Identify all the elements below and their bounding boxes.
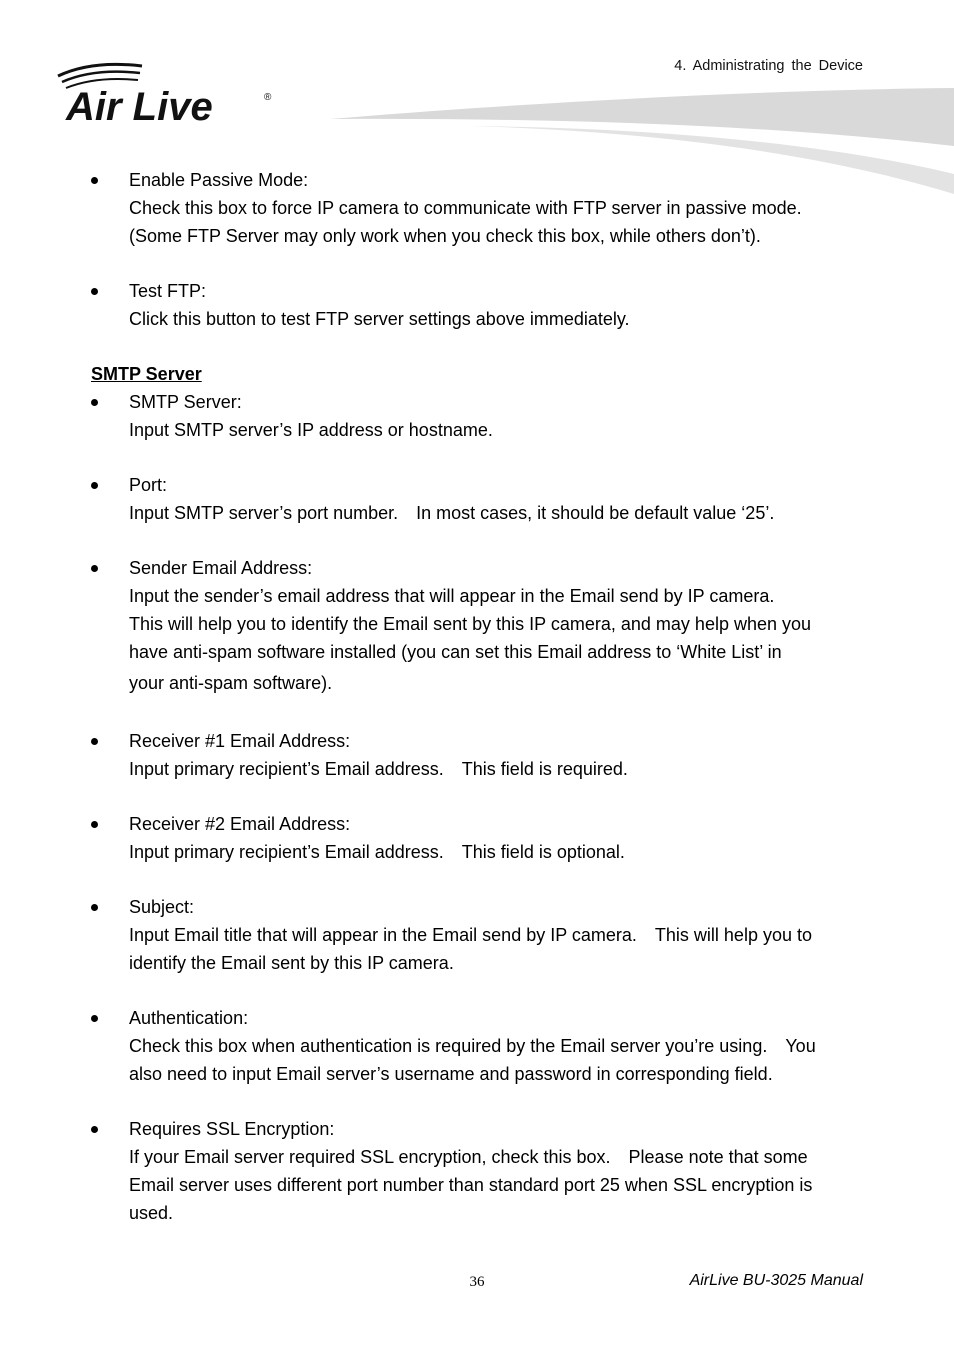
- term: Subject:: [129, 897, 195, 917]
- bullet-icon: [91, 738, 98, 745]
- bullet-icon: [91, 904, 98, 911]
- logo-text: Air Live: [66, 85, 213, 128]
- term: Test FTP:: [129, 281, 207, 301]
- bullet-icon: [91, 565, 98, 572]
- description-line: Input primary recipient’s Email address. This field is required.: [129, 759, 628, 779]
- term: Requires SSL Encryption:: [129, 1119, 335, 1139]
- description-line: Email server uses different port number than standard port 25 when SSL encryption is: [129, 1175, 813, 1195]
- page-number: 36: [469, 1274, 485, 1290]
- description-line: your anti-spam software).: [129, 673, 333, 693]
- chapter-title: 4. Administrating the Device: [674, 58, 863, 74]
- list-item-subject: [91, 893, 866, 977]
- description-line: identify the Email sent by this IP camera.: [129, 953, 454, 973]
- section-heading-smtp: SMTP Server: [91, 364, 202, 384]
- bullet-icon: [91, 821, 98, 828]
- description-line: used.: [129, 1203, 174, 1223]
- list-item-ssl-encryption: [91, 1115, 866, 1227]
- list-item-sender-email: [91, 554, 866, 697]
- list-item-receiver-2: [91, 810, 866, 866]
- term: SMTP Server:: [129, 392, 242, 412]
- bullet-icon: [91, 177, 98, 184]
- list-item-authentication: [91, 1004, 866, 1088]
- description-line: have anti-spam software installed (you can set this Email address to ‘White List’ in: [129, 642, 782, 662]
- term: Receiver #2 Email Address:: [129, 814, 351, 834]
- list-item-passive-mode: [91, 166, 866, 250]
- term: Sender Email Address:: [129, 558, 313, 578]
- description-line: Click this button to test FTP server settings above immediately.: [129, 309, 630, 329]
- page-content: [91, 166, 866, 1227]
- description-line: Input SMTP server’s port number. In most cases, it should be default value ‘25’.: [129, 503, 775, 523]
- bullet-icon: [91, 288, 98, 295]
- description-line: Check this box when authentication is required by the Email server you’re using. You: [129, 1036, 816, 1056]
- manual-name: AirLive BU-3025 Manual: [689, 1272, 863, 1289]
- list-item-receiver-1: [91, 727, 866, 783]
- bullet-icon: [91, 1126, 98, 1133]
- description-line: This will help you to identify the Email sent by this IP camera, and may help when you: [129, 614, 812, 634]
- description-line: Input SMTP server’s IP address or hostname.: [129, 420, 493, 440]
- description-line: Input the sender’s email address that will appear in the Email send by IP camera.: [129, 586, 775, 606]
- term: Enable Passive Mode:: [129, 170, 309, 190]
- term: Authentication:: [129, 1008, 249, 1028]
- list-item-smtp-server: [91, 388, 866, 444]
- list-item-port: [91, 471, 866, 527]
- description-line: (Some FTP Server may only work when you check this box, while others don’t).: [129, 226, 761, 246]
- bullet-icon: [91, 1015, 98, 1022]
- list-item-test-ftp: [91, 277, 866, 333]
- registered-mark: ®: [264, 92, 272, 103]
- airlive-logo: [52, 58, 282, 128]
- bullet-icon: [91, 482, 98, 489]
- bullet-icon: [91, 399, 98, 406]
- description-line: Input Email title that will appear in the Email send by IP camera. This will help you to: [129, 925, 812, 945]
- description-line: Input primary recipient’s Email address. This field is optional.: [129, 842, 625, 862]
- description-line: also need to input Email server’s username and password in corresponding field.: [129, 1064, 773, 1084]
- term: Receiver #1 Email Address:: [129, 731, 351, 751]
- description-line: If your Email server required SSL encryption, check this box. Please note that some: [129, 1147, 808, 1167]
- term: Port:: [129, 475, 168, 495]
- description-line: Check this box to force IP camera to communicate with FTP server in passive mode.: [129, 198, 802, 218]
